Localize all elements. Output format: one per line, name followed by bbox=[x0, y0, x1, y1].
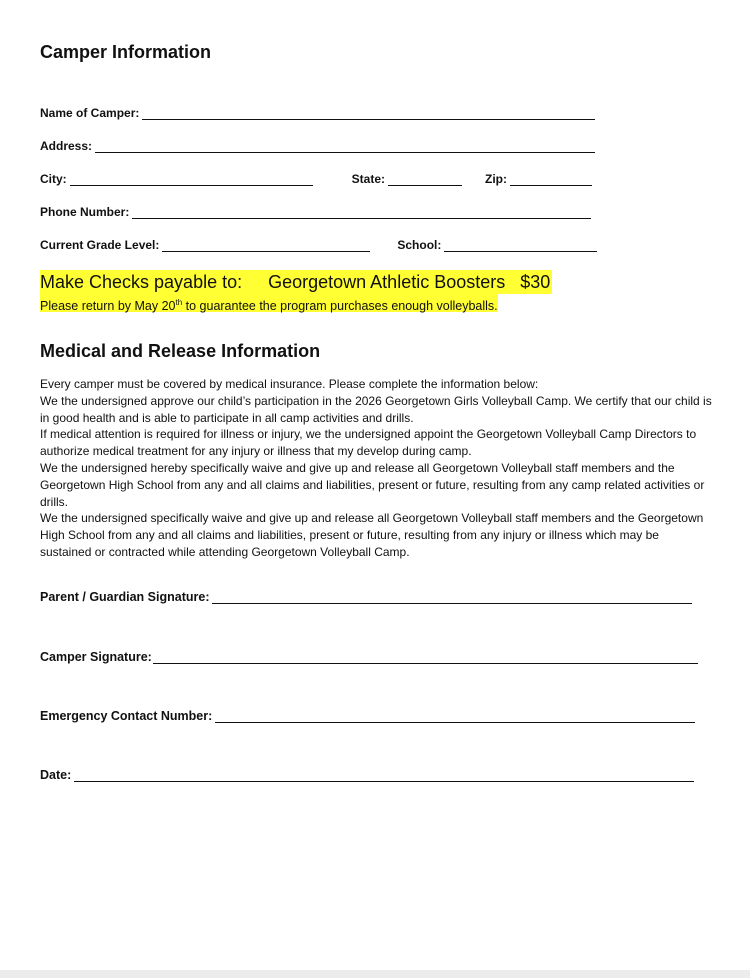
camper-signature-label: Camper Signature: bbox=[40, 650, 152, 664]
school-input-line[interactable] bbox=[444, 239, 597, 252]
release-paragraph: Every camper must be covered by medical insurance. Please complete the information below: bbox=[40, 377, 539, 391]
fee-amount: $30 bbox=[520, 272, 551, 292]
page-bottom-edge bbox=[0, 970, 750, 978]
medical-release-heading: Medical and Release Information bbox=[40, 341, 321, 361]
grade-school-row bbox=[40, 234, 600, 252]
camper-information-heading: Camper Information bbox=[40, 42, 212, 62]
return-prefix-text: Please return by May 20 bbox=[40, 299, 176, 313]
city-input-line[interactable] bbox=[70, 173, 313, 186]
phone-input-line[interactable] bbox=[132, 206, 591, 219]
phone-label: Phone Number: bbox=[40, 205, 130, 219]
phone-field-row bbox=[40, 201, 600, 219]
grade-label: Current Grade Level: bbox=[40, 238, 160, 252]
release-paragraph: If medical attention is required for illness or injury, we the undersigned appoint the Georgetown Volleyball Camp Directors to authorize medical treatment for any injury or illness that my develop during camp. bbox=[40, 427, 697, 459]
release-paragraph: We the undersigned approve our child’s participation in the 2026 Georgetown Girls Volleyball Camp. We certify that our child is in good health and is able to participate in all camp activities and drills. bbox=[40, 393, 712, 425]
release-text-block bbox=[40, 376, 712, 561]
address-input-line[interactable] bbox=[95, 140, 595, 153]
emergency-contact-row bbox=[40, 705, 695, 723]
school-label: School: bbox=[397, 238, 442, 252]
parent-signature-line[interactable] bbox=[212, 591, 692, 604]
date-line[interactable] bbox=[74, 769, 694, 782]
zip-input-line[interactable] bbox=[510, 173, 592, 186]
city-state-zip-row bbox=[40, 168, 600, 186]
return-deadline-note bbox=[40, 294, 498, 312]
checks-label: Make Checks payable to: bbox=[40, 272, 243, 292]
name-input-line[interactable] bbox=[142, 107, 595, 120]
grade-input-line[interactable] bbox=[162, 239, 370, 252]
emergency-contact-label: Emergency Contact Number: bbox=[40, 709, 213, 723]
release-paragraph: We the undersigned hereby specifically waive and give up and release all Georgetown Volleyball staff members and the Georgetown High School from any and all claims and liabilities, present or future, resulting from any camp related activities or drills. bbox=[40, 460, 705, 509]
zip-label: Zip: bbox=[485, 172, 508, 186]
date-row bbox=[40, 764, 694, 782]
ordinal-suffix: th bbox=[175, 298, 183, 307]
release-paragraph: We the undersigned specifically waive and give up and release all Georgetown Volleyball staff members and the Georgetown High School from any and all claims and liabilities, present or future, resulting from any injury or illness which may be sustained or contracted while attending Georgetown Volleyball Camp. bbox=[40, 511, 704, 559]
state-input-line[interactable] bbox=[388, 173, 462, 186]
camper-signature-row bbox=[40, 646, 698, 664]
emergency-contact-line[interactable] bbox=[215, 710, 695, 723]
state-label: State: bbox=[351, 172, 386, 186]
name-field-row bbox=[40, 102, 600, 120]
return-rest-text: to guarantee the program purchases enough volleyballs. bbox=[182, 299, 498, 313]
parent-signature-label: Parent / Guardian Signature: bbox=[40, 590, 210, 604]
address-field-row bbox=[40, 135, 600, 153]
checks-payable-banner bbox=[40, 270, 552, 294]
city-label: City: bbox=[40, 172, 67, 186]
date-label: Date: bbox=[40, 768, 72, 782]
parent-signature-row bbox=[40, 586, 692, 604]
address-label: Address: bbox=[40, 139, 93, 153]
payee-name: Georgetown Athletic Boosters bbox=[268, 272, 506, 292]
camper-signature-line[interactable] bbox=[153, 651, 698, 664]
name-label: Name of Camper: bbox=[40, 106, 140, 120]
